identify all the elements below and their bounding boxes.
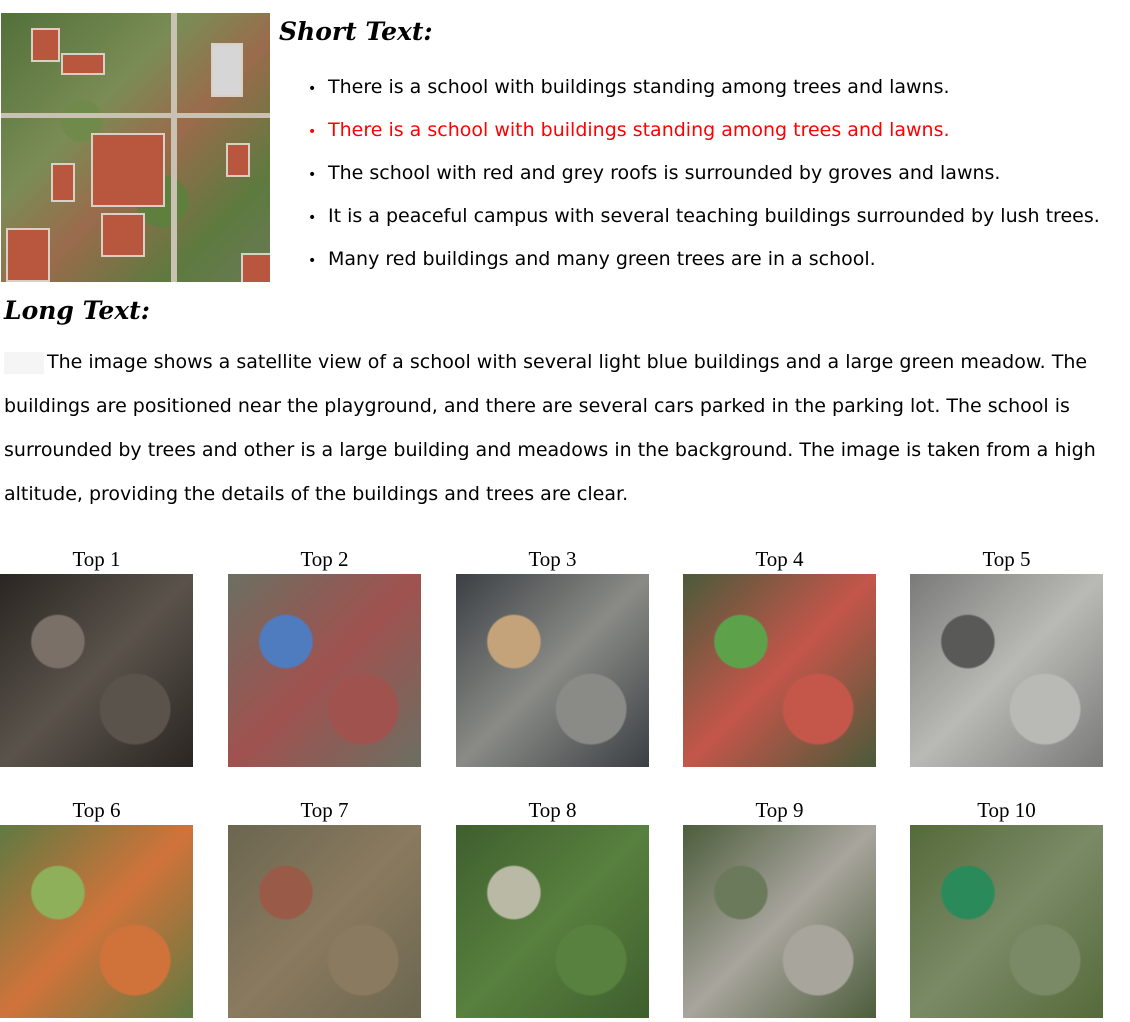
long-text-paragraph (4, 340, 1114, 516)
result-tile (910, 795, 1103, 1018)
result-tile (0, 544, 193, 767)
result-thumbnail (228, 825, 421, 1018)
result-tile (910, 544, 1103, 767)
long-text-body: The image shows a satellite view of a school with several light blue buildings and a large green meadow. The buildings are positioned near the playground, and there are several cars parked in the parking lot. The school is surrounded by trees and other is a large building and meadows in the background. The image is taken from a high altitude, providing the details of the buildings and trees are clear. (4, 351, 1096, 505)
result-tile (456, 544, 649, 767)
result-thumbnail (683, 574, 876, 767)
result-rank-label: Top 8 (528, 798, 577, 822)
result-rank-label: Top 2 (300, 547, 349, 571)
result-thumbnail (456, 825, 649, 1018)
result-tile (0, 795, 193, 1018)
result-rank-label: Top 7 (300, 798, 349, 822)
short-text-list (306, 66, 1100, 281)
result-rank-label: Top 6 (72, 798, 121, 822)
list-item: • Many red buildings and many green trees are in a school. (306, 238, 1100, 281)
result-tile (228, 544, 421, 767)
paragraph-indent (4, 352, 44, 374)
list-item: • There is a school with buildings standing among trees and lawns. (306, 66, 1100, 109)
result-thumbnail (456, 574, 649, 767)
short-text-heading: Short Text: (279, 17, 433, 46)
result-tile (683, 795, 876, 1018)
result-rank-label: Top 5 (982, 547, 1031, 571)
list-item: • It is a peaceful campus with several teaching buildings surrounded by lush trees. (306, 195, 1100, 238)
result-tile (228, 795, 421, 1018)
result-tile (456, 795, 649, 1018)
result-thumbnail (910, 825, 1103, 1018)
result-rank-label: Top 10 (977, 798, 1036, 822)
query-image (1, 13, 270, 282)
result-thumbnail (228, 574, 421, 767)
result-rank-label: Top 1 (72, 547, 121, 571)
list-item: • The school with red and grey roofs is surrounded by groves and lawns. (306, 152, 1100, 195)
result-thumbnail (0, 574, 193, 767)
result-rank-label: Top 4 (755, 547, 804, 571)
result-tile (683, 544, 876, 767)
result-thumbnail (910, 574, 1103, 767)
list-item-highlighted: • There is a school with buildings standing among trees and lawns. (306, 109, 1100, 152)
long-text-heading: Long Text: (4, 296, 150, 325)
result-rank-label: Top 3 (528, 547, 577, 571)
result-rank-label: Top 9 (755, 798, 804, 822)
result-thumbnail (683, 825, 876, 1018)
result-thumbnail (0, 825, 193, 1018)
